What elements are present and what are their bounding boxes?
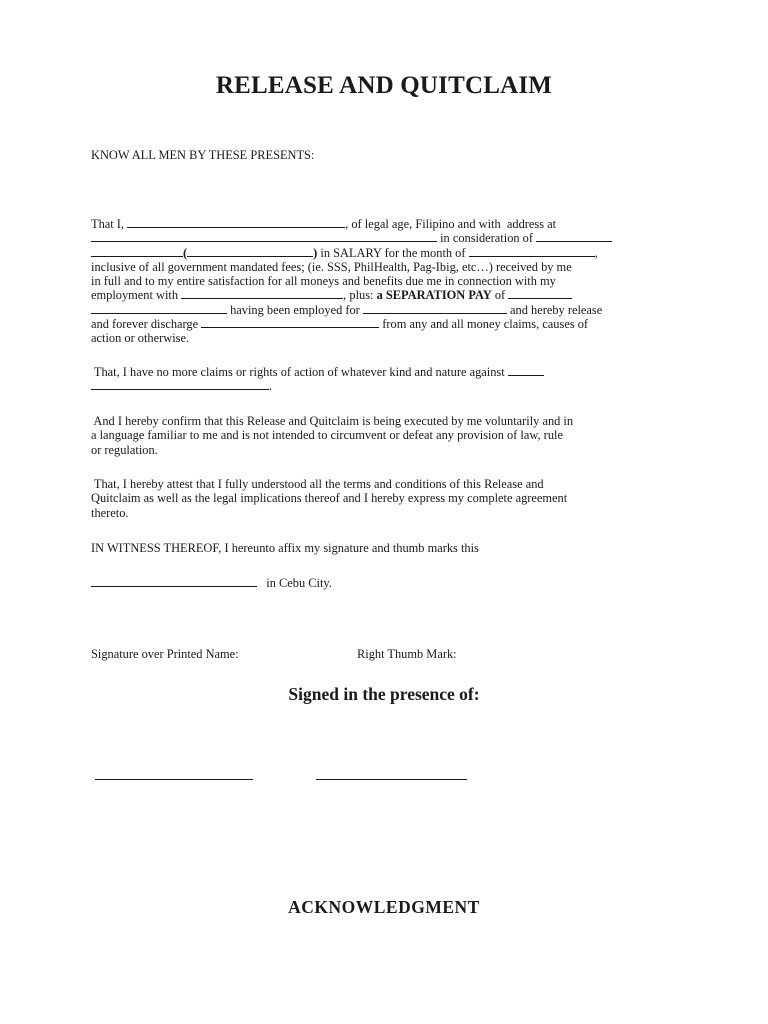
p1-text: That I,	[91, 217, 128, 231]
date-blank	[91, 576, 257, 587]
place-text: in Cebu City.	[266, 576, 332, 590]
address-blank	[91, 231, 437, 242]
p1-line1	[91, 217, 681, 231]
witness-line	[91, 541, 681, 555]
party-blank-2	[91, 379, 269, 390]
p1-line5: in full and to my entire satisfaction for all moneys and benefits due me in connection with my	[91, 274, 556, 289]
witness-text: IN WITNESS THEREOF, I hereunto affix my signature and thumb marks this	[91, 541, 479, 555]
p4-line1: That, I hereby attest that I fully understood all the terms and conditions of this Release and	[91, 477, 544, 491]
p1-text: of	[491, 288, 509, 303]
p3-line3: or regulation.	[91, 442, 158, 457]
p4-line3: thereto.	[91, 505, 129, 520]
p3-line2: a language familiar to me and is not intended to circumvent or defeat any provision of law, rule	[91, 428, 563, 443]
presence-heading: Signed in the presence of:	[288, 684, 480, 704]
amount-words-blank	[91, 246, 183, 257]
p1-line4: inclusive of all government mandated fees; (ie. SSS, PhilHealth, Pag-Ibig, etc…) received by me	[91, 259, 572, 274]
party-blank-1	[508, 365, 544, 376]
p1-line7	[91, 303, 681, 317]
p4-line2: Quitclaim as well as the legal implications thereof and I hereby express my complete agreement	[91, 491, 568, 506]
month-blank	[469, 246, 595, 257]
acknowledgment-heading: ACKNOWLEDGMENT	[288, 897, 480, 917]
separation-pay-label: a SEPARATION PAY	[376, 288, 492, 303]
p1-line8	[91, 317, 681, 331]
p1-text: (	[183, 245, 188, 260]
p1-line2	[91, 231, 681, 245]
paragraph-attest	[91, 477, 681, 520]
witness-signature-line-1	[95, 778, 253, 780]
thumb-mark-label: Right Thumb Mark:	[357, 647, 457, 661]
witness-signature-line-2	[316, 778, 467, 780]
signature-label: Signature over Printed Name:	[91, 647, 239, 661]
p1-line9: action or otherwise.	[91, 331, 190, 346]
p1-text: , of legal age, Filipino and with address at	[345, 217, 557, 231]
employment-duration-blank	[363, 303, 507, 314]
p1-line6	[91, 288, 681, 302]
p1-text: in consideration of	[437, 231, 537, 246]
consideration-blank	[536, 231, 612, 242]
name-blank	[127, 217, 345, 228]
amount-figure-blank	[187, 246, 313, 257]
p2-line2	[91, 379, 681, 393]
separation-amount-blank	[91, 303, 227, 314]
discharge-blank	[201, 317, 379, 328]
p1-text: , plus:	[343, 288, 377, 303]
p1-text: employment with	[91, 288, 182, 303]
paragraph-consideration	[91, 217, 681, 346]
p3-line1: And I hereby confirm that this Release and Quitclaim is being executed by me voluntarily and in	[91, 414, 574, 428]
p1-text: and hereby release	[506, 302, 603, 317]
p2-line1	[91, 365, 681, 379]
p2-text: That, I have no more claims or rights of action of whatever kind and nature against	[91, 365, 508, 379]
paragraph-no-claims	[91, 365, 681, 394]
employer-blank	[181, 288, 343, 299]
paragraph-voluntary	[91, 414, 681, 457]
p2-text: .	[269, 379, 273, 394]
p1-text: ,	[594, 245, 598, 260]
p1-text: )	[313, 245, 318, 260]
p1-text: from any and all money claims, causes of	[379, 317, 589, 332]
p1-line3	[91, 246, 681, 260]
opening-line	[91, 148, 681, 162]
p1-text: having been employed for	[227, 302, 363, 317]
opening-text: KNOW ALL MEN BY THESE PRESENTS:	[91, 148, 315, 162]
p1-text: and forever discharge	[91, 317, 202, 332]
document-title: RELEASE AND QUITCLAIM	[215, 72, 553, 99]
separation-pay-blank	[508, 288, 572, 299]
date-place-line	[91, 576, 681, 590]
p1-text: in SALARY for the month of	[317, 245, 469, 260]
